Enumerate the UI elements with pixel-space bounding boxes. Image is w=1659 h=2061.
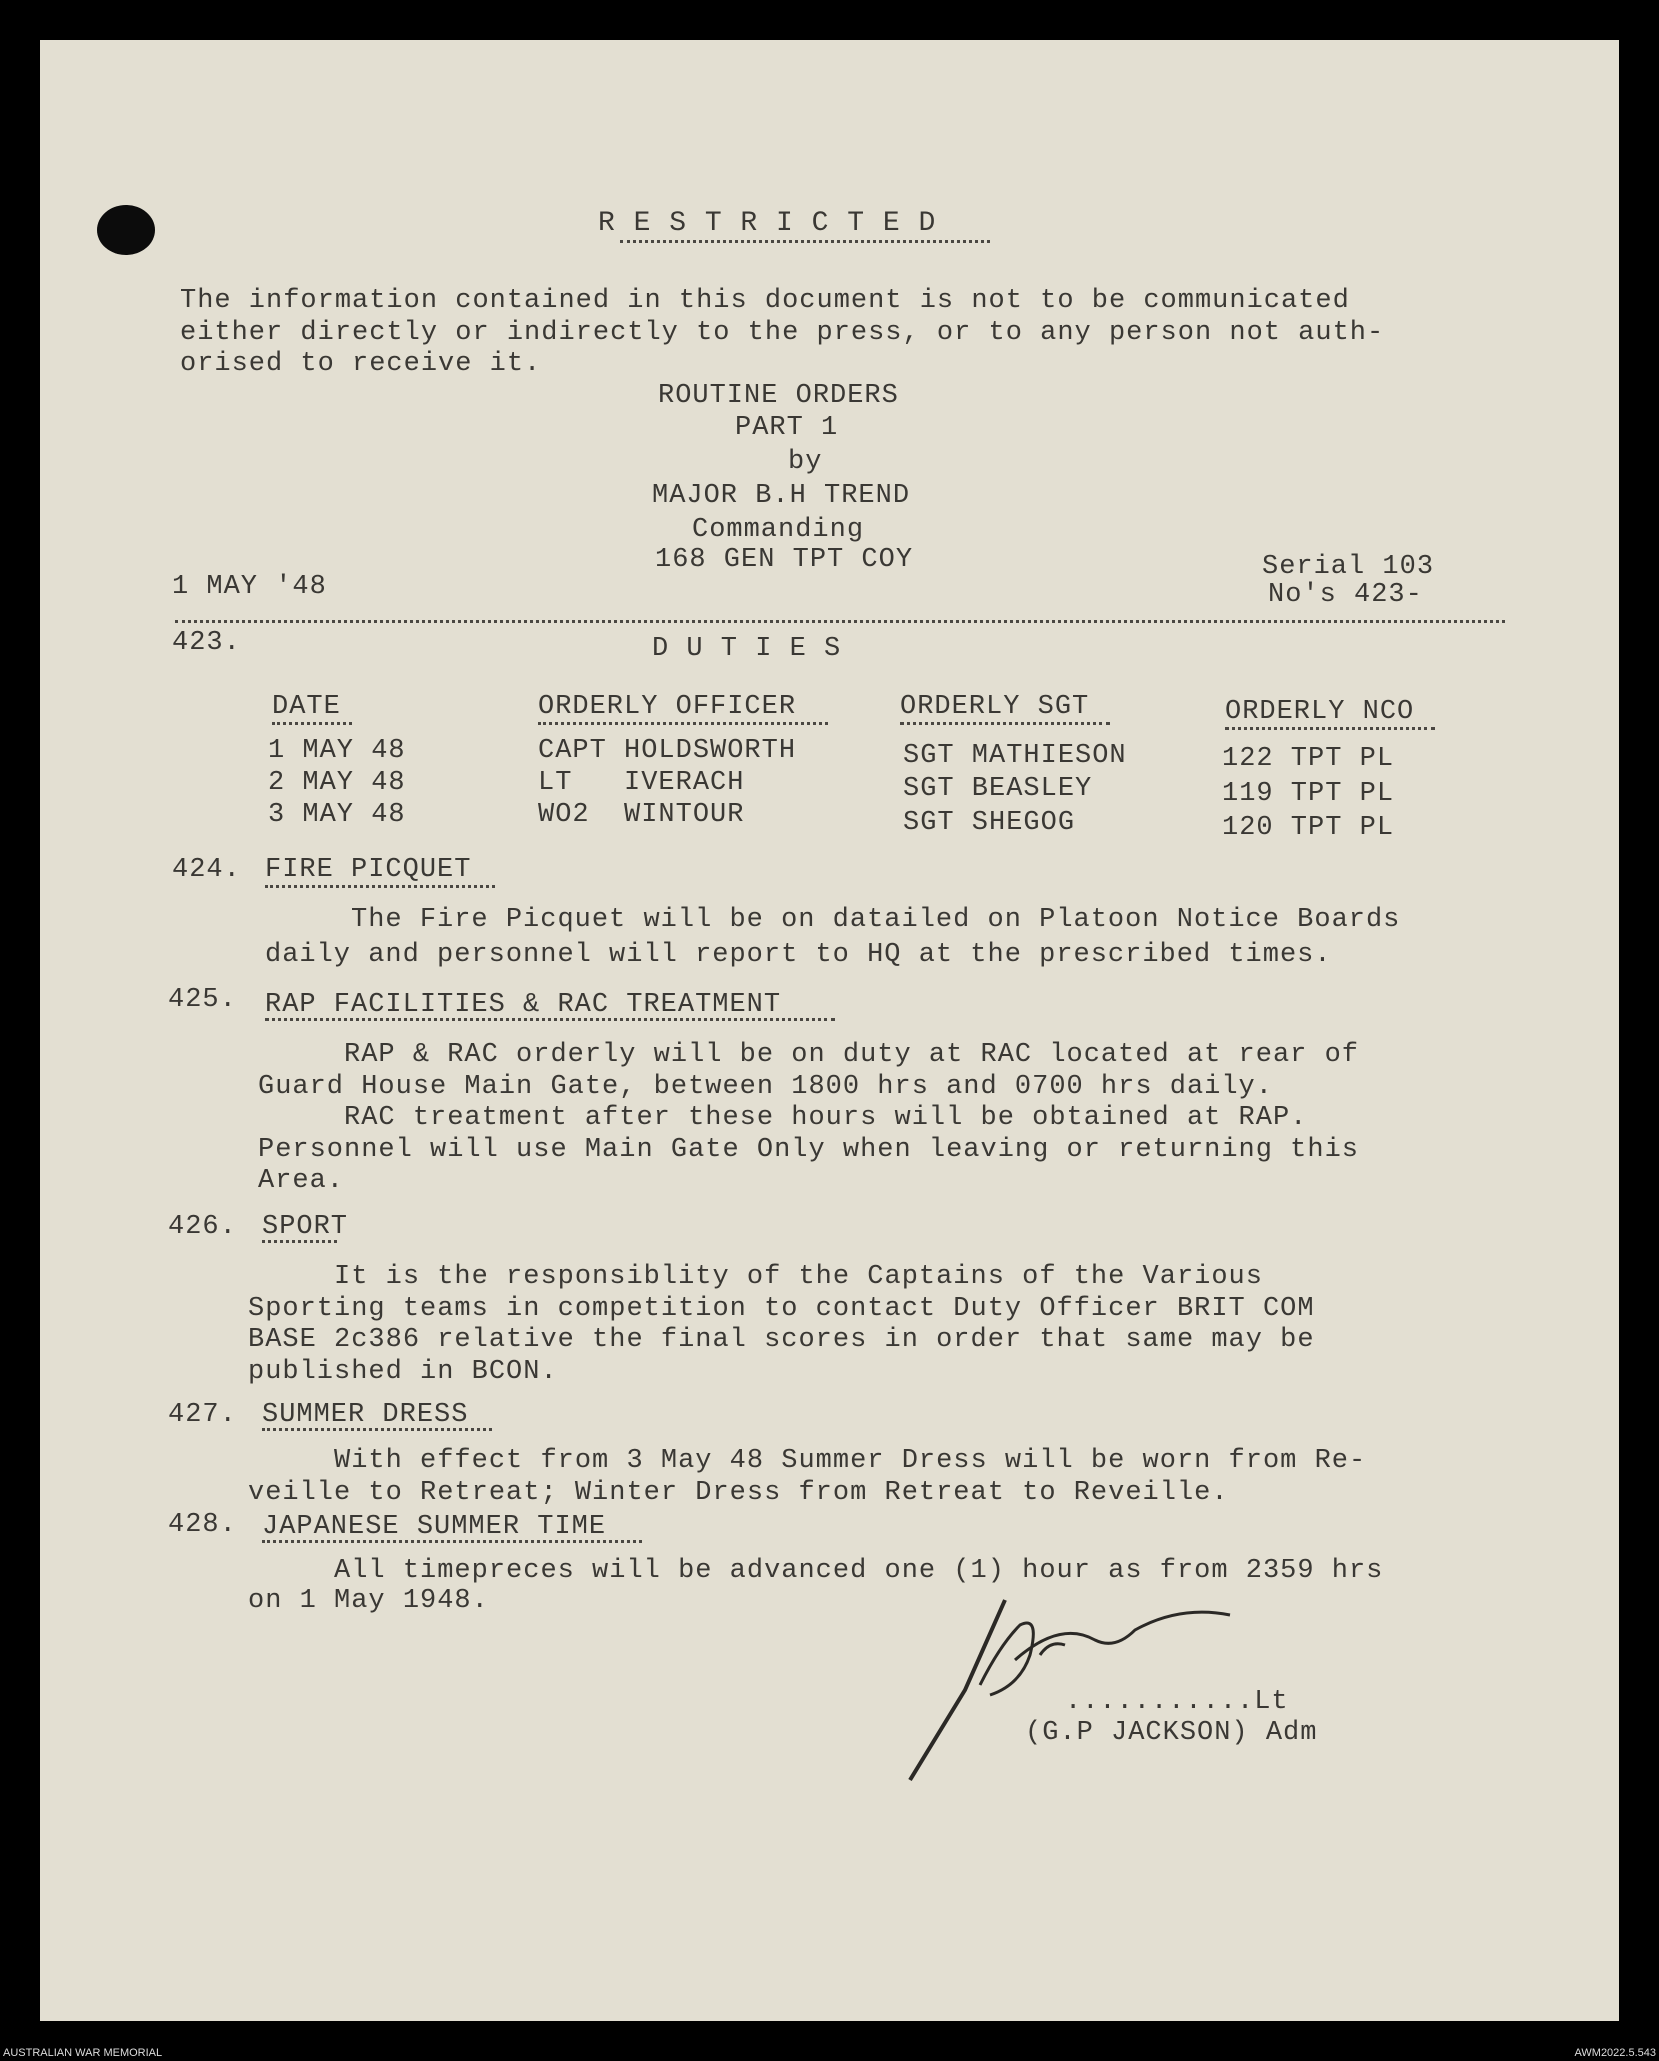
order-428-line-2: on 1 May 1948. [248,1586,489,1616]
row-officer: CAPT HOLDSWORTH [538,736,797,766]
title-line-4: MAJOR B.H TREND [652,481,911,511]
row-sgt: SGT BEASLEY [903,774,1093,804]
col-underline-nco [1225,727,1435,730]
order-424-line-2: daily and personnel will report to HQ at the prescribed times. [265,940,1332,970]
handwritten-signature [890,1585,1370,1785]
order-428-underline [262,1540,642,1543]
order-425-line-4: Personnel will use Main Gate Only when leaving or returning this [258,1135,1359,1165]
order-426-underline [262,1240,337,1243]
punch-hole [97,205,155,255]
col-header-sgt: ORDERLY SGT [900,692,1090,722]
order-425-number: 425. [168,985,237,1015]
order-427-line-1: With effect from 3 May 48 Summer Dress will be worn from Re- [248,1446,1367,1476]
order-425-underline [265,1018,835,1021]
row-nco: 122 TPT PL [1222,744,1395,774]
title-line-2: PART 1 [735,413,839,443]
order-426-line-2: Sporting teams in competition to contact Duty Officer BRIT COM [248,1294,1315,1324]
order-425-line-3: RAC treatment after these hours will be obtained at RAP. [258,1103,1308,1133]
row-date: 2 MAY 48 [268,768,406,798]
row-officer: LT IVERACH [538,768,745,798]
order-425-line-5: Area. [258,1166,345,1196]
order-425-heading: RAP FACILITIES & RAC TREATMENT [265,990,782,1020]
header-rule [175,620,1505,623]
order-427-number: 427. [168,1400,237,1430]
classification-underline [620,240,990,243]
order-427-heading: SUMMER DRESS [262,1400,469,1430]
footer-right: AWM2022.5.543 [1574,2047,1656,2059]
order-428-number: 428. [168,1510,237,1540]
row-officer: WO2 WINTOUR [538,800,745,830]
notice-line-3: orised to receive it. [180,349,542,379]
order-426-line-3: BASE 2c386 relative the final scores in order that same may be [248,1325,1315,1355]
order-424-underline [265,885,495,888]
title-line-5: Commanding [692,515,865,545]
order-424-heading: FIRE PICQUET [265,855,472,885]
row-sgt: SGT MATHIESON [903,741,1127,771]
duties-number: 423. [172,628,241,658]
order-date: 1 MAY '48 [172,572,327,602]
col-underline-sgt [900,722,1110,725]
duties-heading: D U T I E S [652,634,842,664]
footer-left: AUSTRALIAN WAR MEMORIAL [3,2047,163,2059]
order-426-heading: SPORT [262,1212,349,1242]
title-line-6: 168 GEN TPT COY [655,545,914,575]
col-underline-officer [538,722,828,725]
order-427-underline [262,1428,492,1431]
row-nco: 120 TPT PL [1222,813,1395,843]
classification-heading: R E S T R I C T E D [598,208,937,239]
order-426-line-4: published in BCON. [248,1357,558,1387]
order-427-line-2: veille to Retreat; Winter Dress from Retreat to Reveille. [248,1478,1229,1508]
order-426-line-1: It is the responsiblity of the Captains of the Various [248,1262,1263,1292]
order-425-line-1: RAP & RAC orderly will be on duty at RAC located at rear of [258,1040,1359,1070]
order-428-line-1: All timepreces will be advanced one (1) hour as from 2359 hrs [248,1556,1384,1586]
col-header-nco: ORDERLY NCO [1225,697,1415,727]
order-428-heading: JAPANESE SUMMER TIME [262,1512,607,1542]
notice-line-1: The information contained in this document is not to be communicated [180,286,1350,316]
row-date: 1 MAY 48 [268,736,406,766]
row-nco: 119 TPT PL [1222,779,1395,809]
order-424-number: 424. [172,855,241,885]
col-header-date: DATE [272,692,341,722]
serial-number: Serial 103 [1262,552,1435,582]
row-sgt: SGT SHEGOG [903,808,1076,838]
signature-line: ...........Lt [1065,1687,1289,1717]
row-date: 3 MAY 48 [268,800,406,830]
order-425-line-2: Guard House Main Gate, between 1800 hrs and 0700 hrs daily. [258,1072,1273,1102]
order-426-number: 426. [168,1212,237,1242]
title-line-3: by [788,447,823,477]
signatory-name: (G.P JACKSON) Adm [1025,1718,1318,1748]
col-header-officer: ORDERLY OFFICER [538,692,797,722]
order-424-line-1: The Fire Picquet will be on datailed on Platoon Notice Boards [265,905,1401,935]
notice-line-2: either directly or indirectly to the press, or to any person not auth- [180,318,1385,348]
title-line-1: ROUTINE ORDERS [658,381,899,411]
order-numbers: No's 423- [1268,580,1423,610]
col-underline-date [272,722,352,725]
